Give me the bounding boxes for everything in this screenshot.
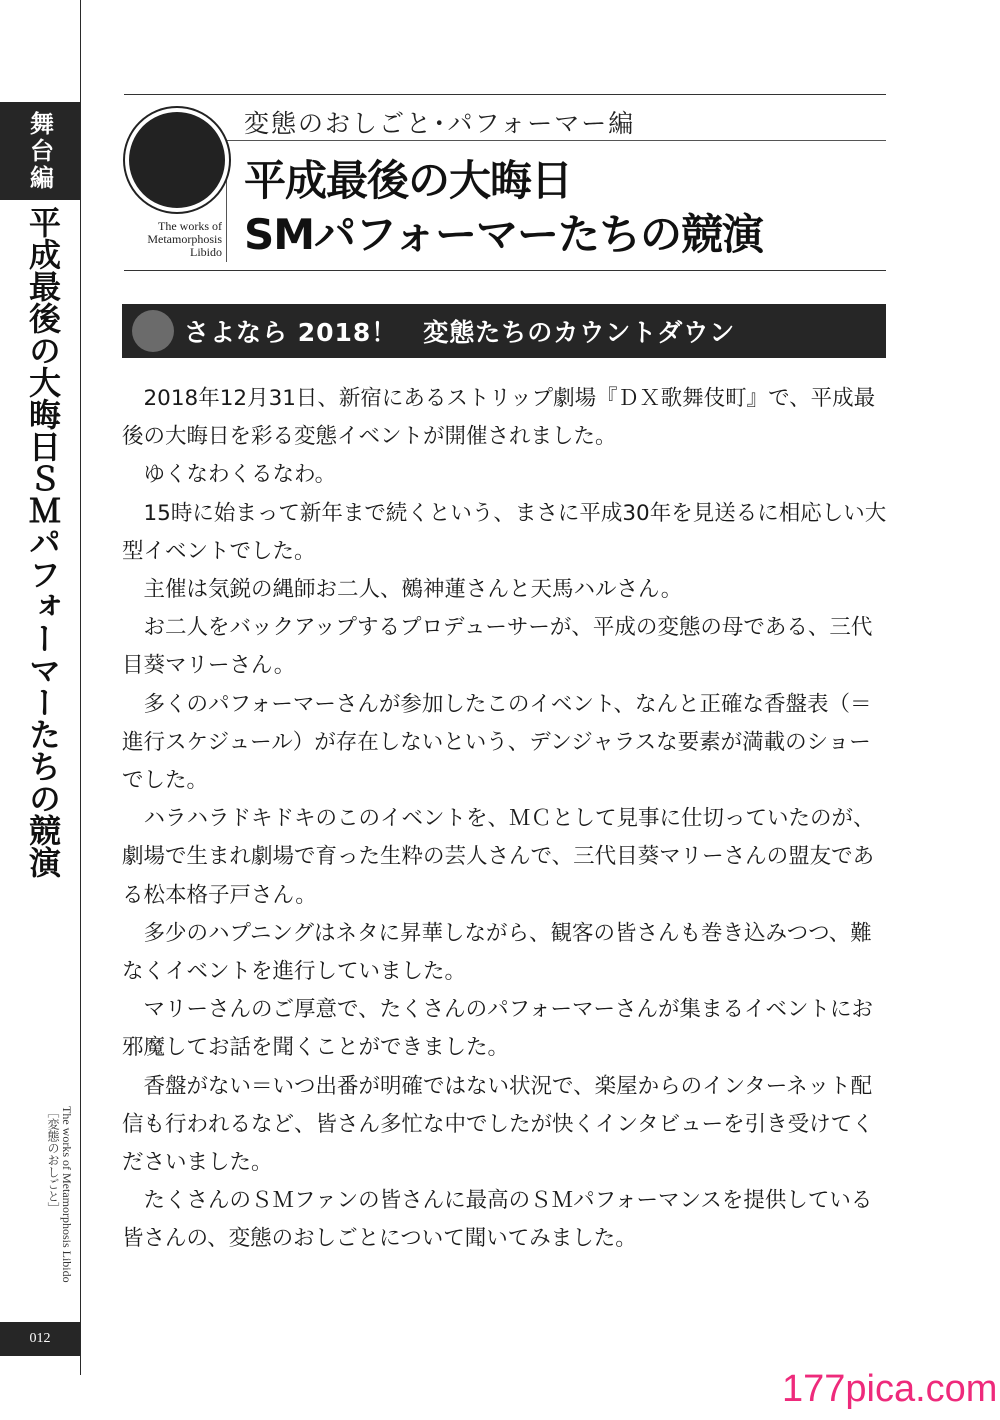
section-heading: さよなら 2018！ 変態たちのカウントダウン [184,318,736,347]
paragraph: 主催は気鋭の縄師お二人、鵺神蓮さんと天馬ハルさん。 [143,577,683,603]
page-title-line1: 平成最後の大晦日 [244,156,573,205]
watermark-text: 177pica.com [782,1368,998,1410]
header-sub-rule [226,140,886,141]
page-title-line2: SMパフォーマーたちの競演 [244,210,763,259]
paragraph: 多くのパフォーマーさんが参加したこのイベント、なんと正確な香盤表（＝進行スケジュール）が存在しないという、デンジャラスな要素が満載のショーでした。 [122,691,872,794]
running-footer [46,1106,74,1316]
paragraph: ハラハラドキドキのこのイベントを、ＭＣとして見事に仕切っていたのが、劇場で生まれ劇場で育った生粋の芸人さんで、三代目葵マリーさんの盟友である松本格子戸さん。 [122,806,875,908]
logo-caption [122,220,222,259]
header-top-rule [124,94,886,95]
paragraph: 香盤がない＝いつ出番が明確ではない状況で、楽屋からのインターネット配信も行われるなど、皆さん多忙な中でしたが快くインタビューを引き受けてくださいました。 [122,1073,874,1176]
paragraph: お二人をバックアップするプロデューサーが、平成の変態の母である、三代目葵マリーさん。 [122,615,873,679]
section-bullet-icon [132,310,174,352]
paragraph: マリーさんのご厚意で、たくさんのパフォーマーさんが集まるイベントにお邪魔してお話を聞くことができました。 [122,997,873,1061]
circle-logo-icon [125,108,229,212]
article-body [122,380,892,1259]
running-footer-japanese: ［変態のおしごと］ [46,1106,60,1214]
gutter-divider [80,0,81,1375]
chapter-tab [0,102,80,200]
page-title [244,154,763,262]
category-label: 変態のおしごと･パフォーマー編 [244,109,636,138]
vertical-running-title: 平成最後の大晦日ＳＭパフォーマーたちの競演 [24,206,62,878]
logo-caption-line: The works of [158,219,222,233]
chapter-tab-label: 舞台編 [25,110,55,192]
paragraph: ゆくなわくるなわ。 [143,462,337,488]
paragraph: 多少のハプニングはネタに昇華しながら、観客の皆さんも巻き込みつつ、難なくイベントを進行していました。 [122,920,872,985]
logo-caption-line: Libido [190,245,222,259]
running-footer-english: The works of Metamorphosis Libido [60,1106,74,1283]
paragraph: 2018年12月31日、新宿にあるストリップ劇場『ＤＸ歌舞伎町』で、平成最後の大晦日を彩る変態イベントが開催されました。 [122,386,876,450]
paragraph: 15時に始まって新年まで続くという、まさに平成30年を見送るに相応しい大型イベントでした。 [122,500,887,564]
paragraph: たくさんのＳＭファンの皆さんに最高のＳＭパフォーマンスを提供している皆さんの、変態のおしごとについて聞いてみました。 [122,1188,873,1252]
page-number: 012 [0,1322,80,1356]
header-bottom-rule [124,270,886,271]
logo-caption-line: Metamorphosis [147,232,222,246]
